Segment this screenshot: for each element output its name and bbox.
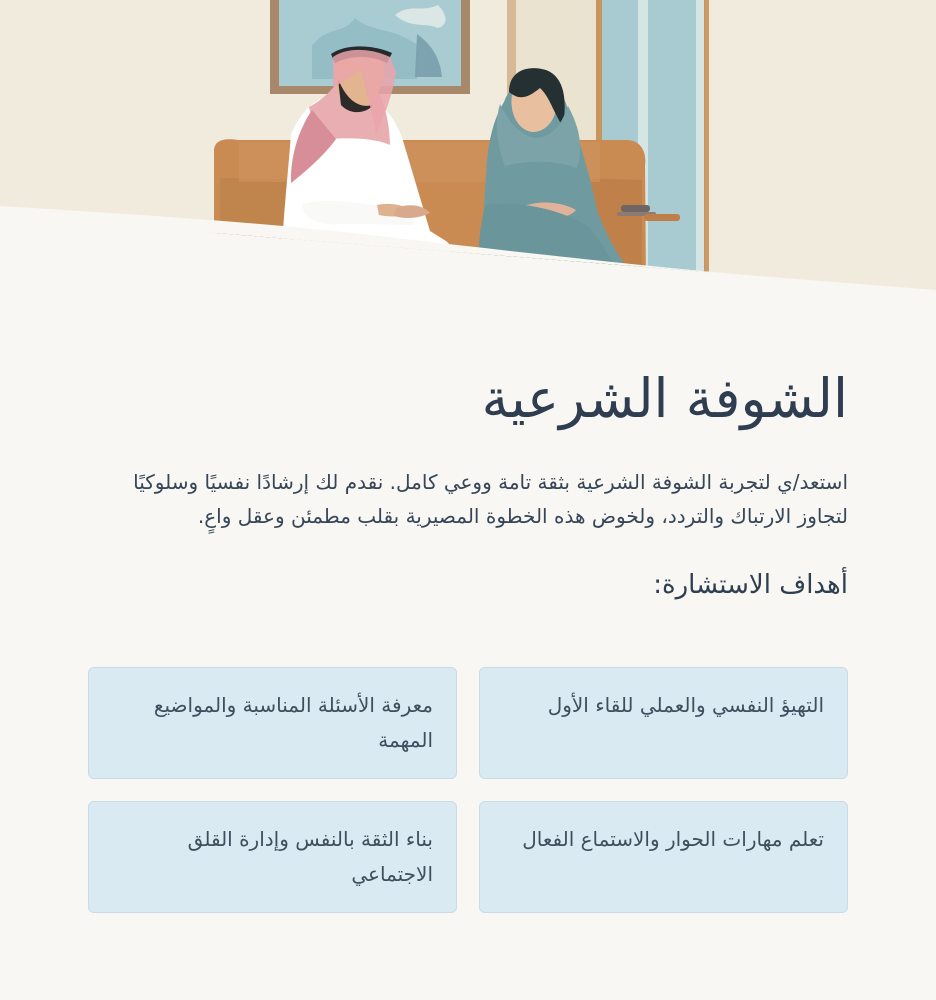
goal-card-first-meeting-preparation: التهيؤ النفسي والعملي للقاء الأول: [479, 667, 848, 779]
hero-illustration: [0, 0, 936, 300]
goals-heading: أهداف الاستشارة:: [653, 570, 848, 600]
goals-grid: [88, 667, 848, 913]
goal-card-dialogue-skills: تعلم مهارات الحوار والاستماع الفعال: [479, 801, 848, 913]
goal-card-suitable-questions: معرفة الأسئلة المناسبة والمواضيع المهمة: [88, 667, 457, 779]
page-title: الشوفة الشرعية: [481, 367, 848, 430]
intro-description: استعد/ي لتجربة الشوفة الشرعية بثقة تامة ووعي كامل. نقدم لك إرشادًا نفسيًا وسلوكيًا لتجاوز الارتباك والتردد، ولخوض هذه الخطوة المصيرية بقلب مطمئن وعقل واعٍ.: [133, 470, 848, 528]
goal-card-confidence-anxiety: بناء الثقة بالنفس وإدارة القلق الاجتماعي: [88, 801, 457, 913]
hero-svg: [0, 0, 936, 300]
main-content: [88, 360, 848, 603]
